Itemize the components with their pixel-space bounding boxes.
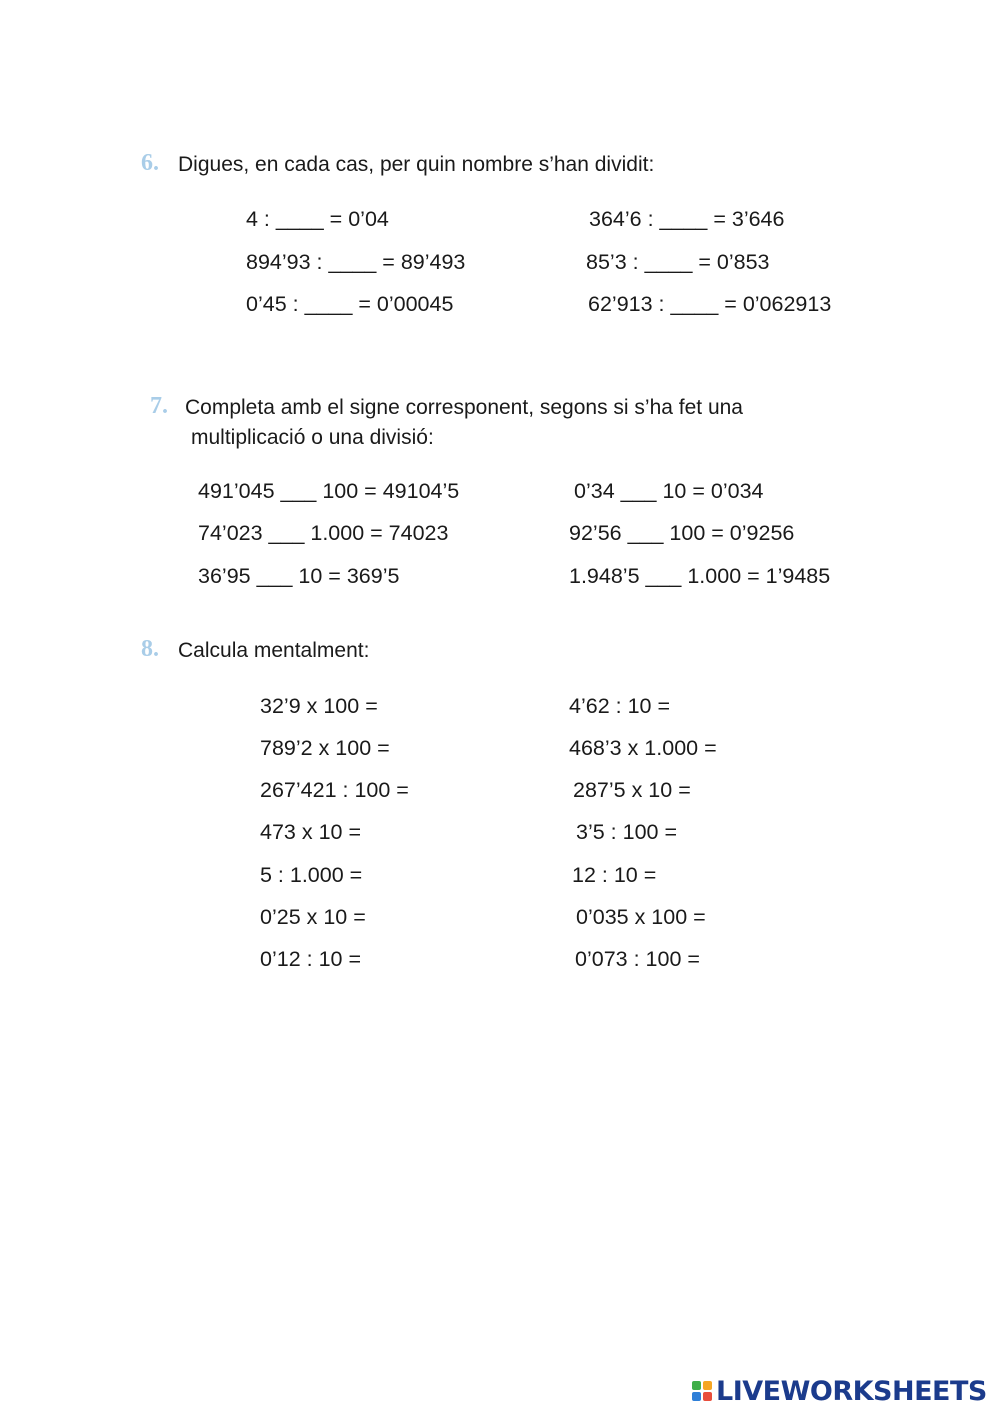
q8-exercise-right-1: 4’62 : 10 =	[569, 694, 671, 718]
q6-exercise-left-3: 0’45 : ____ = 0’00045	[246, 292, 454, 316]
question-6-number: 6.	[141, 150, 159, 176]
question-8-number: 8.	[141, 636, 159, 662]
q8-exercise-left-6: 0’25 x 10 =	[260, 905, 366, 929]
question-7-prompt-line-1: Completa amb el signe corresponent, segons si s’ha fet una	[185, 396, 743, 419]
q7-exercise-right-1: 0’34 ___ 10 = 0’034	[574, 479, 764, 503]
q8-exercise-right-6: 0’035 x 100 =	[576, 905, 706, 929]
logo-square-i	[703, 1381, 712, 1390]
q8-exercise-left-2: 789’2 x 100 =	[260, 736, 390, 760]
q8-exercise-left-3: 267’421 : 100 =	[260, 778, 409, 802]
q6-exercise-left-1: 4 : ____ = 0’04	[246, 207, 389, 231]
q8-exercise-right-3: 287’5 x 10 =	[573, 778, 691, 802]
q8-exercise-right-5: 12 : 10 =	[572, 863, 657, 887]
question-6-prompt: Digues, en cada cas, per quin nombre s’han dividit:	[178, 153, 655, 176]
liveworksheets-logo-icon	[692, 1381, 712, 1401]
q8-exercise-left-4: 473 x 10 =	[260, 820, 362, 844]
question-7-prompt-line-2: multiplicació o una divisió:	[191, 426, 434, 449]
q7-exercise-left-3: 36’95 ___ 10 = 369’5	[198, 564, 400, 588]
q6-exercise-left-2: 894’93 : ____ = 89’493	[246, 250, 466, 274]
q6-exercise-right-2: 85’3 : ____ = 0’853	[586, 250, 770, 274]
q8-exercise-left-7: 0’12 : 10 =	[260, 947, 362, 971]
q8-exercise-left-5: 5 : 1.000 =	[260, 863, 363, 887]
logo-square-v	[692, 1392, 701, 1401]
q7-exercise-right-2: 92’56 ___ 100 = 0’9256	[569, 521, 795, 545]
logo-square-l	[692, 1381, 701, 1390]
q8-exercise-right-7: 0’073 : 100 =	[575, 947, 700, 971]
liveworksheets-logo	[692, 1376, 987, 1406]
q6-exercise-right-3: 62’913 : ____ = 0’062913	[588, 292, 832, 316]
q8-exercise-right-4: 3’5 : 100 =	[576, 820, 678, 844]
q6-exercise-right-1: 364’6 : ____ = 3’646	[589, 207, 785, 231]
logo-square-e	[703, 1392, 712, 1401]
q7-exercise-right-3: 1.948’5 ___ 1.000 = 1’9485	[569, 564, 831, 588]
question-7-number: 7.	[150, 393, 168, 419]
question-8-prompt: Calcula mentalment:	[178, 639, 370, 662]
q7-exercise-left-1: 491’045 ___ 100 = 49104’5	[198, 479, 460, 503]
liveworksheets-brand-text: LIVEWORKSHEETS	[716, 1375, 987, 1407]
q8-exercise-right-2: 468’3 x 1.000 =	[569, 736, 717, 760]
q7-exercise-left-2: 74’023 ___ 1.000 = 74023	[198, 521, 449, 545]
q8-exercise-left-1: 32’9 x 100 =	[260, 694, 378, 718]
